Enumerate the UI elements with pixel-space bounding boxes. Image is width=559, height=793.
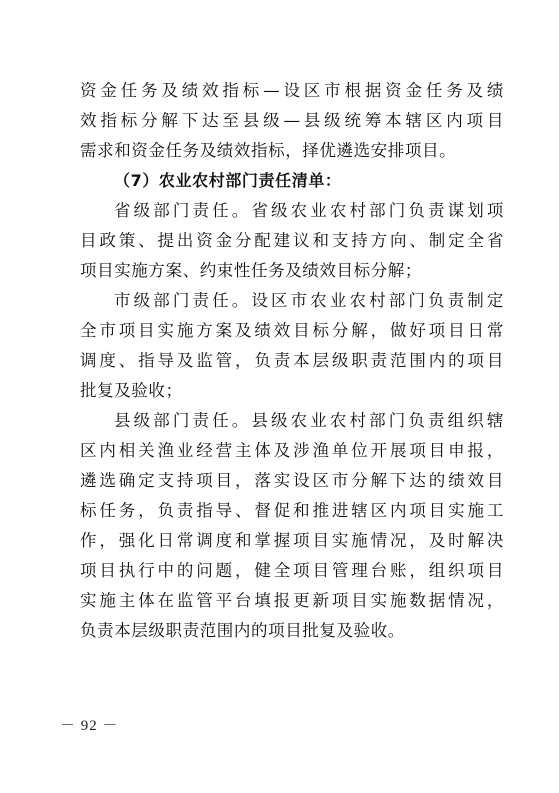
text-line: 目政策、提出资金分配建议和支持方向、制定全省	[80, 231, 504, 250]
paragraph-start-line: 市级部门责任。设区市农业农村部门负责制定	[114, 291, 504, 310]
section-heading: （7）农业农村部门责任清单：	[114, 171, 342, 190]
text-line: 需求和资金任务及绩效指标，择优遴选安排项目。	[80, 141, 457, 160]
text-line: 全市项目实施方案及绩效目标分解，做好项目日常	[80, 321, 504, 340]
text-line: 效指标分解下达至县级—县级统筹本辖区内项目	[80, 111, 504, 130]
body-text	[80, 76, 504, 646]
paragraph-start-line: 省级部门责任。省级农业农村部门负责谋划项	[114, 201, 504, 220]
text-line: 资金任务及绩效指标—设区市根据资金任务及绩	[80, 81, 504, 100]
paragraph-start-line: 县级部门责任。县级农业农村部门负责组织辖	[114, 411, 504, 430]
page-number: － 92 －	[60, 718, 119, 734]
text-line: 标任务，负责指导、督促和推进辖区内项目实施工	[80, 501, 504, 520]
text-line: 调度、指导及监管，负责本层级职责范围内的项目	[80, 351, 504, 370]
text-line: 遴选确定支持项目，落实设区市分解下达的绩效目	[80, 471, 504, 490]
text-line: 作，强化日常调度和掌握项目实施情况，及时解决	[80, 531, 504, 550]
text-line: 负责本层级职责范围内的项目批复及验收。	[80, 621, 405, 640]
text-line: 项目实施方案、约束性任务及绩效目标分解；	[80, 261, 422, 280]
text-line: 实施主体在监管平台填报更新项目实施数据情况，	[80, 591, 504, 610]
text-line: 项目执行中的问题，健全项目管理台账，组织项目	[80, 561, 504, 580]
text-line: 批复及验收；	[80, 381, 183, 400]
text-line: 区内相关渔业经营主体及涉渔单位开展项目申报，	[80, 441, 504, 460]
